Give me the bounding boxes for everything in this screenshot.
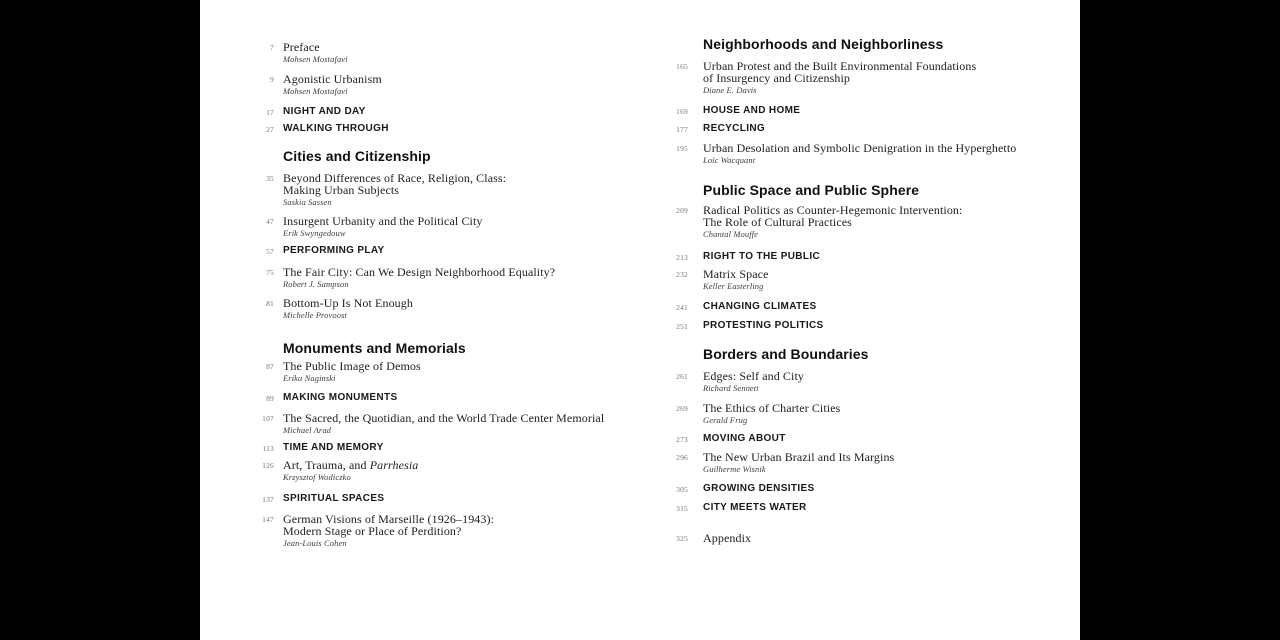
toc-entry-title-text: The Ethics of Charter Cities [703,401,841,415]
toc-entry [240,441,644,454]
toc-entry-author: Mohsen Mostafavi [283,54,348,64]
toc-entry-title-line [283,412,644,424]
toc-entry [660,250,1064,263]
toc-entry-title-text: The Public Image of Demos [283,359,421,373]
toc-entry-content [283,41,644,65]
toc-entry-content [703,432,1064,445]
toc-entry [660,104,1064,117]
toc-entry [240,215,644,239]
toc-entry [240,266,644,290]
toc-page-number: 113 [262,444,274,453]
toc-entry-title-line [703,532,1064,544]
toc-page-number: 126 [262,461,274,470]
toc-entry-title-text: Beyond Differences of Race, Religion, Class: [283,171,507,185]
toc-entry-content [703,268,1064,292]
toc-page [200,0,1080,640]
toc-entry-title-text: of Insurgency and Citizenship [703,71,850,85]
toc-section-title: CITY MEETS WATER [703,502,807,513]
toc-entry-content [283,266,644,290]
toc-page-number: 305 [676,485,688,494]
toc-entry-title-line [283,73,644,85]
toc-part-heading [660,346,1064,362]
toc-page-number: 325 [676,534,688,543]
toc-entry-title-text: German Visions of Marseille (1926–1943): [283,512,495,526]
toc-entry-content [703,182,1064,198]
toc-entry [240,105,644,118]
toc-entry-author: Richard Sennett [703,383,759,393]
toc-entry-content [703,451,1064,475]
toc-entry-content [283,459,644,483]
toc-entry-content [703,300,1064,313]
toc-section-title: RIGHT TO THE PUBLIC [703,251,821,262]
toc-entry [240,492,644,505]
toc-page-number: 81 [266,299,274,308]
toc-entry-content [703,104,1064,117]
toc-page-number: 315 [676,504,688,513]
toc-entry-content [703,142,1064,166]
toc-entry-content [283,215,644,239]
toc-entry-title-text: Appendix [703,531,752,545]
toc-part-heading-label: Borders and Boundaries [703,346,869,362]
toc-page-number: 137 [262,495,274,504]
toc-page-number: 169 [676,107,688,116]
toc-entry-author: Chantal Mouffe [703,229,758,239]
toc-entry [660,204,1064,240]
toc-page-number: 251 [676,322,688,331]
toc-entry-author: Jean-Louis Cohen [283,538,347,548]
toc-entry-title-text: Urban Desolation and Symbolic Denigration in the Hyperghetto [703,141,1017,155]
toc-entry-content [283,297,644,321]
toc-page-number: 269 [676,404,688,413]
toc-column-left [240,0,644,640]
toc-entry-author: Gerald Frug [703,415,748,425]
toc-section-title: SPIRITUAL SPACES [283,493,385,504]
toc-entry-content [703,370,1064,394]
toc-section-title: NIGHT AND DAY [283,106,366,117]
toc-entry-content [283,412,644,436]
toc-entry-content [283,492,644,505]
toc-page-number: 35 [266,174,274,183]
toc-entry-title-line [283,184,644,196]
toc-column-right [660,0,1064,640]
toc-entry-content [703,402,1064,426]
toc-entry-author: Saskia Sassen [283,197,332,207]
toc-entry-title-line [703,216,1064,228]
toc-entry [660,268,1064,292]
toc-entry-author: Guilherme Wisnik [703,464,766,474]
toc-page-number: 273 [676,435,688,444]
toc-part-heading [660,36,1064,52]
toc-entry-title-line [703,142,1064,154]
toc-entry [660,432,1064,445]
toc-entry [240,297,644,321]
toc-page-number: 232 [676,270,688,279]
toc-entry-title-text: The New Urban Brazil and Its Margins [703,450,895,464]
toc-entry [240,412,644,436]
toc-entry [240,41,644,65]
toc-part-heading-label: Public Space and Public Sphere [703,182,920,198]
toc-entry-title-line [283,266,644,278]
toc-entry-author: Erik Swyngedouw [283,228,346,238]
toc-section-title: MAKING MONUMENTS [283,392,398,403]
toc-page-number: 147 [262,515,274,524]
toc-entry-author: Keller Easterling [703,281,764,291]
toc-entry [240,73,644,97]
toc-section-title: TIME AND MEMORY [283,442,384,453]
toc-page-number: 27 [266,125,274,134]
toc-entry [240,513,644,549]
toc-entry [660,60,1064,96]
toc-entry [240,122,644,135]
toc-section-title: PROTESTING POLITICS [703,320,824,331]
toc-entry-title-line [703,451,1064,463]
toc-entry-title-line [283,215,644,227]
toc-entry [660,370,1064,394]
toc-entry-content [703,122,1064,135]
toc-entry-author: Loïc Wacquant [703,155,756,165]
toc-entry [660,402,1064,426]
toc-entry [660,451,1064,475]
toc-entry-title-line [703,268,1064,280]
toc-part-heading-label: Neighborhoods and Neighborliness [703,36,944,52]
toc-section-title: MOVING ABOUT [703,433,786,444]
toc-entry-title-text: Making Urban Subjects [283,183,400,197]
toc-page-number: 57 [266,247,274,256]
toc-page-number: 241 [676,303,688,312]
toc-entry-title-text: Agonistic Urbanism [283,72,382,86]
toc-entry-title-text: The Fair City: Can We Design Neighborhood Equality? [283,265,556,279]
toc-entry-title-line [703,72,1064,84]
toc-entry [240,360,644,384]
toc-entry-content [283,148,644,164]
toc-entry-title-text: Bottom-Up Is Not Enough [283,296,413,310]
toc-entry-content [703,532,1064,544]
toc-entry-content [703,250,1064,263]
toc-part-heading-label: Cities and Citizenship [283,148,431,164]
toc-entry-content [283,441,644,454]
toc-entry-title-text: Urban Protest and the Built Environmental Foundations [703,59,977,73]
toc-entry [660,142,1064,166]
toc-entry-title-line [703,370,1064,382]
toc-entry [660,300,1064,313]
toc-entry [660,532,1064,544]
toc-entry-content [283,391,644,404]
toc-entry-content [283,105,644,118]
toc-section-title: CHANGING CLIMATES [703,301,817,312]
toc-section-title: HOUSE AND HOME [703,105,801,116]
toc-entry-author: Diane E. Davis [703,85,757,95]
toc-entry-author: Michelle Provoost [283,310,347,320]
toc-entry-title-text: Matrix Space [703,267,769,281]
toc-entry-content [703,319,1064,332]
toc-entry-title-text: The Sacred, the Quotidian, and the World Trade Center Memorial [283,411,605,425]
toc-entry-content [283,340,644,356]
toc-page-number: 107 [262,414,274,423]
toc-entry-title-text: Edges: Self and City [703,369,804,383]
toc-entry-title-text: Parrhesia [369,458,419,472]
toc-page-number: 89 [266,394,274,403]
toc-entry-content [703,346,1064,362]
toc-entry-title-line [283,297,644,309]
toc-entry-content [703,482,1064,495]
toc-page-number: 75 [266,268,274,277]
toc-entry-title-text: Radical Politics as Counter-Hegemonic Intervention: [703,203,963,217]
toc-entry [660,122,1064,135]
toc-entry-content [283,122,644,135]
toc-entry [240,244,644,257]
toc-page-number: 261 [676,372,688,381]
toc-entry [660,319,1064,332]
toc-page-number: 195 [676,144,688,153]
toc-entry-content [283,513,644,549]
toc-entry-title-line [283,360,644,372]
toc-entry-author: Erika Naginski [283,373,336,383]
toc-page-number: 209 [676,206,688,215]
toc-section-title: RECYCLING [703,123,766,134]
toc-entry-author: Michael Arad [283,425,332,435]
toc-entry-content [283,73,644,97]
toc-part-heading [240,340,644,356]
toc-entry-author: Krzysztof Wodiczko [283,472,351,482]
toc-part-heading-label: Monuments and Memorials [283,340,466,356]
toc-page-number: 47 [266,217,274,226]
toc-page-number: 213 [676,253,688,262]
toc-section-title: PERFORMING PLAY [283,245,385,256]
toc-entry-title-line [283,459,644,471]
toc-entry [240,459,644,483]
toc-entry-content [703,60,1064,96]
toc-entry-author: Robert J. Sampson [283,279,349,289]
toc-entry-author: Mohsen Mostafavi [283,86,348,96]
toc-entry-title-text: Preface [283,40,320,54]
toc-part-heading [660,182,1064,198]
toc-entry [240,172,644,208]
toc-page-number: 9 [270,75,274,84]
toc-part-heading [240,148,644,164]
toc-entry-title-line [283,525,644,537]
toc-entry-content [703,204,1064,240]
toc-page-number: 17 [266,108,274,117]
toc-page-number: 296 [676,453,688,462]
toc-entry-title-text: Art, Trauma, and [283,458,370,472]
toc-entry-content [283,172,644,208]
toc-entry-title-text: Modern Stage or Place of Perdition? [283,524,462,538]
toc-section-title: GROWING DENSITIES [703,483,815,494]
toc-entry-title-line [703,402,1064,414]
toc-entry-content [283,244,644,257]
toc-section-title: WALKING THROUGH [283,123,389,134]
toc-entry [660,482,1064,495]
toc-page-number: 177 [676,125,688,134]
toc-entry-content [703,36,1064,52]
toc-page-number: 87 [266,362,274,371]
toc-entry [240,391,644,404]
toc-page-number: 7 [270,43,274,52]
toc-entry-title-text: The Role of Cultural Practices [703,215,852,229]
toc-page-number: 165 [676,62,688,71]
toc-entry-content [703,501,1064,514]
toc-entry-title-line [283,41,644,53]
toc-entry [660,501,1064,514]
toc-entry-content [283,360,644,384]
toc-entry-title-text: Insurgent Urbanity and the Political City [283,214,483,228]
